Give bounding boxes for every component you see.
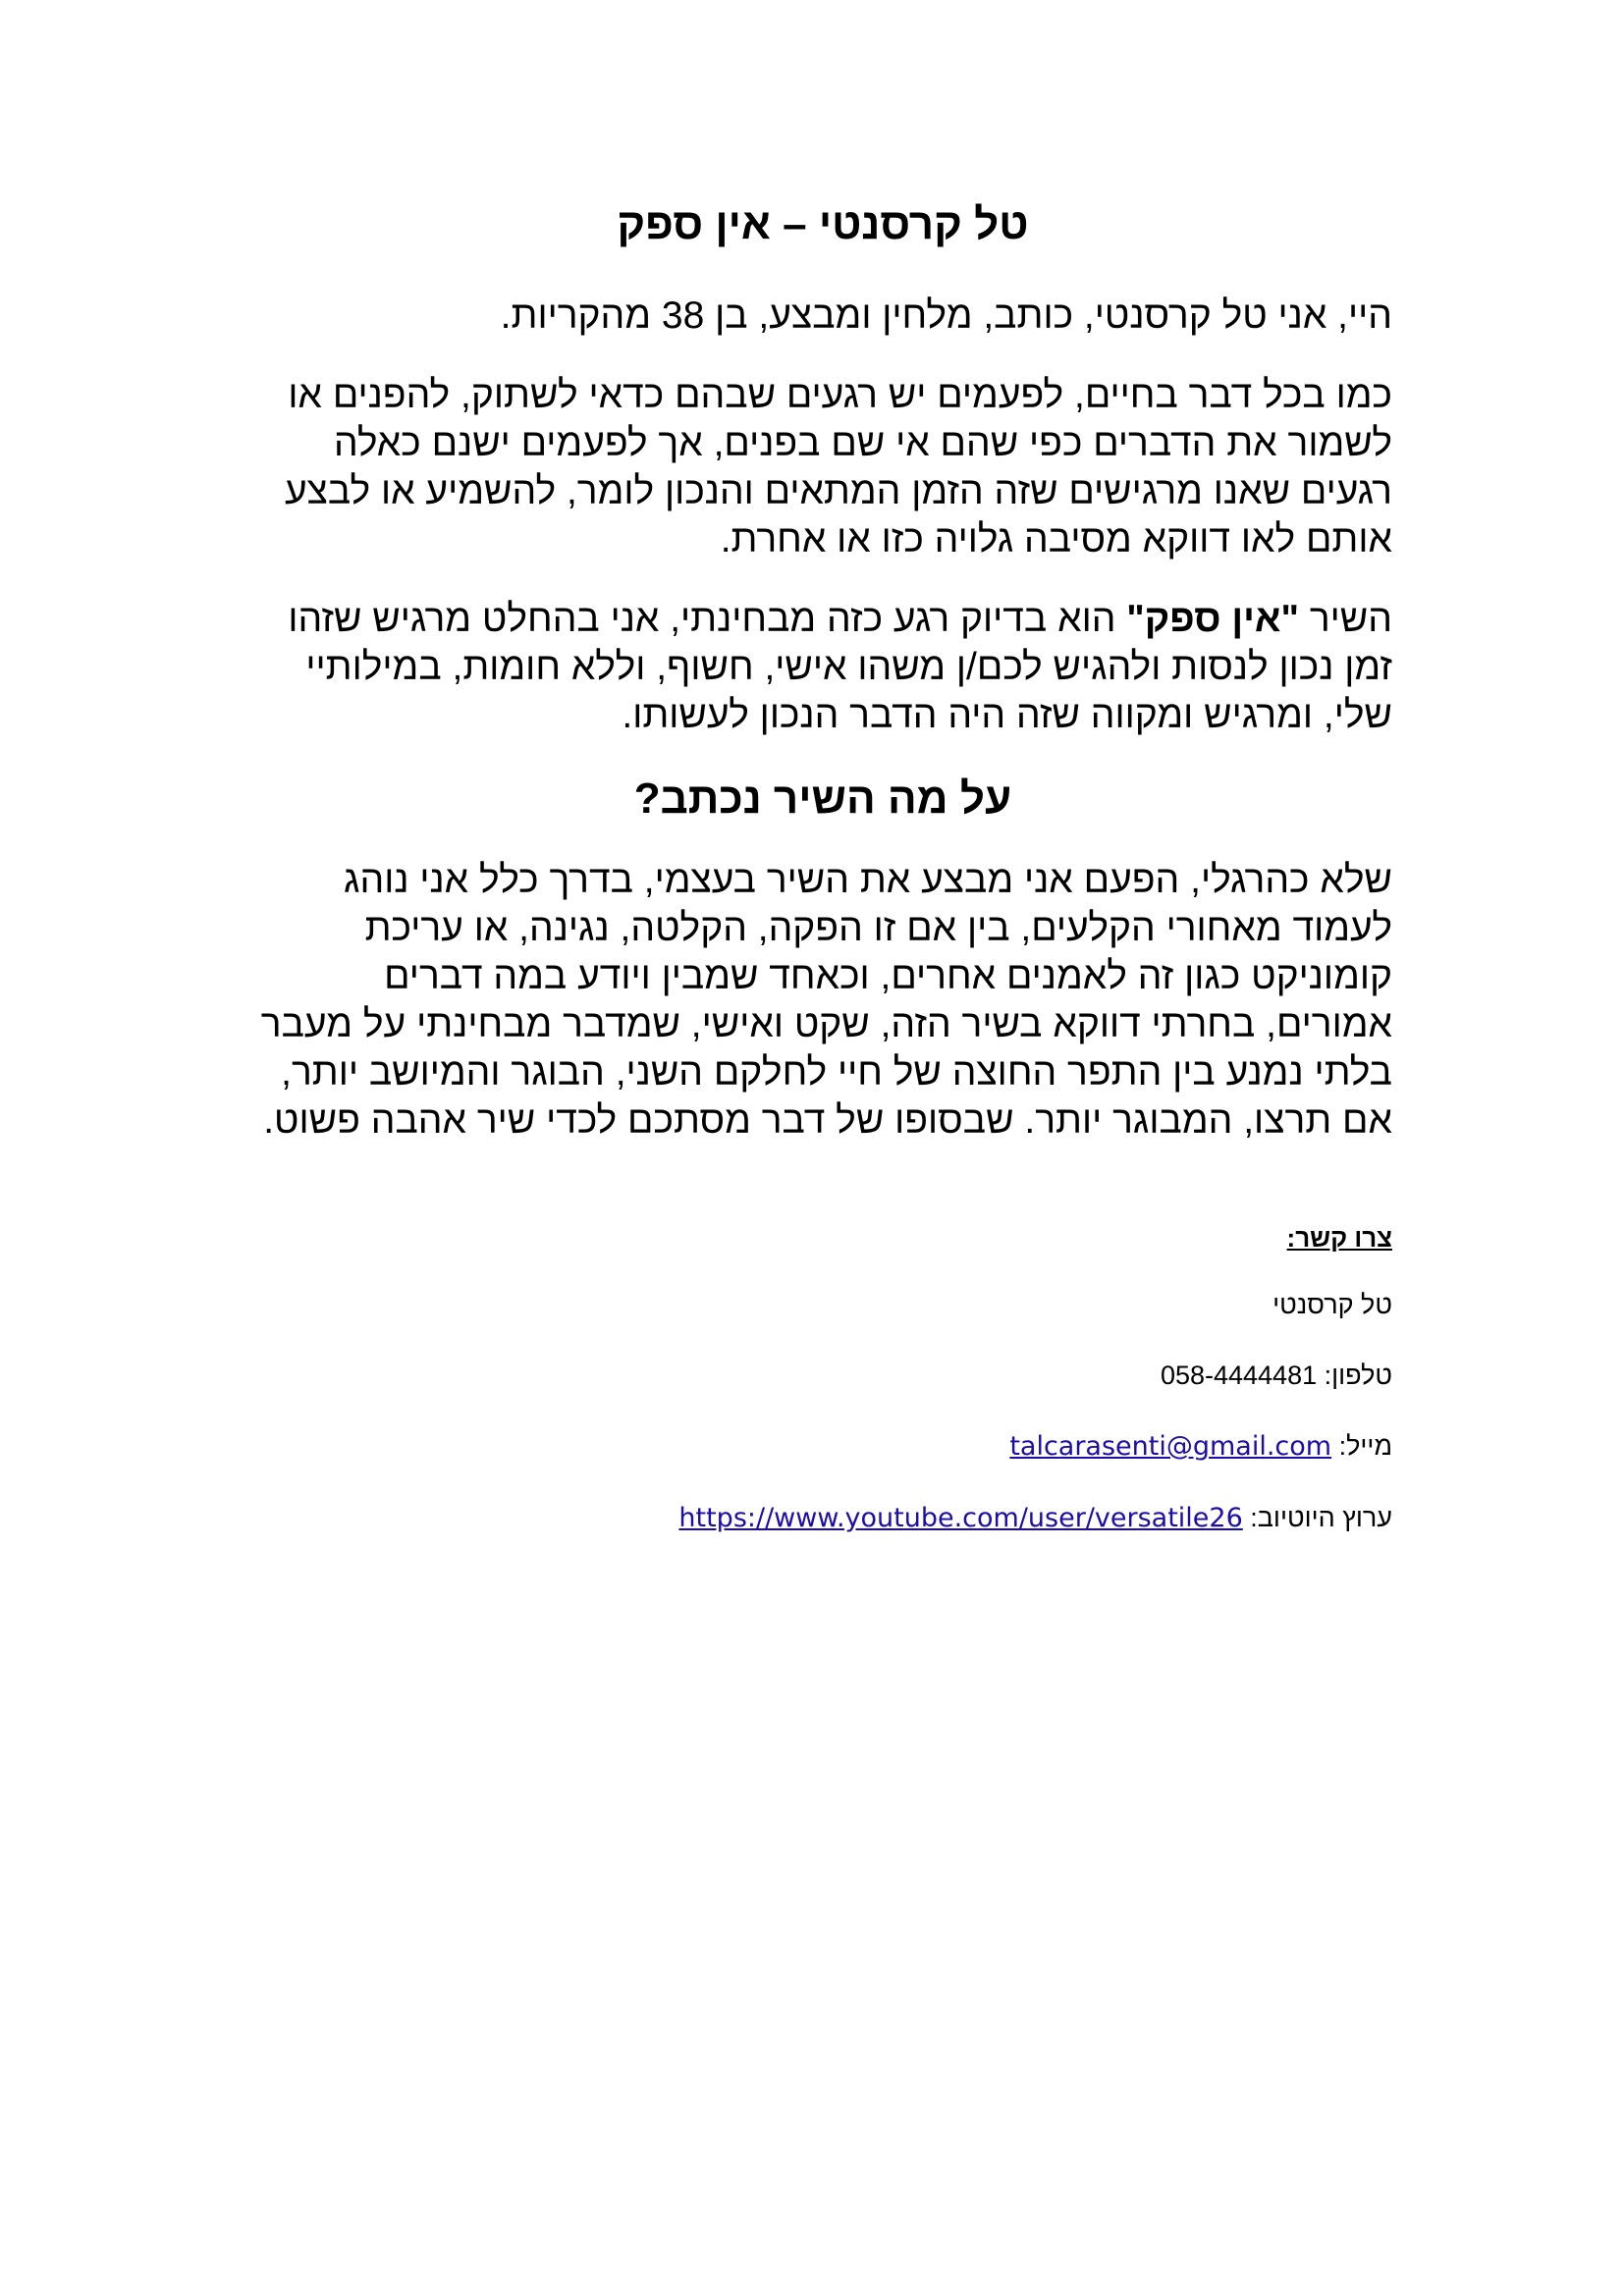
contact-section: [253, 1223, 1392, 1536]
email-label: מייל:: [1331, 1431, 1392, 1462]
intro-paragraph: היי, אני טל קרסנטי, כותב, מלחין ומבצע, בן 38 מהקריות.: [500, 294, 1392, 338]
document-title: טל קרסנטי – אין ספק: [617, 200, 1029, 248]
youtube-label: ערוץ היוטיוב:: [1242, 1503, 1392, 1533]
song-name: "אין ספק": [1126, 598, 1299, 641]
contact-name: טל קרסנטי: [1272, 1290, 1392, 1320]
contact-heading: צרו קשר:: [1286, 1223, 1392, 1254]
email-link[interactable]: talcarasenti@gmail.com: [1009, 1431, 1332, 1463]
paragraph-1: כמו בכל דבר בחיים, לפעמים יש רגעים שבהם כדאי לשתוק, להפנים או לשמור את הדברים כפי שהם אי שם בפנים, אך לפעמים ישנם כאלה רגעים שאנו מרגישים שזה הזמן המתאים והנכון לומר, להשמיע או לבצע אותם לאו דווקא מסיבה גלויה כזו או אחרת.: [284, 374, 1392, 561]
document-content: [253, 196, 1392, 1572]
contact-phone: [253, 1358, 1392, 1393]
paragraph-2: [253, 595, 1392, 739]
paragraph-3: שלא כהרגלי, הפעם אני מבצע את השיר בעצמי, בדרך כלל אני נוהג לעמוד מאחורי הקלעים, בין אם זו הפקה, הקלטה, נגינה, או עריכת קומוניקט כגון זה לאמנים אחרים, וכאחד שמבין ויודע במה דברים אמורים, בחרתי דווקא בשיר הזה, שקט ואישי, שמדבר מבחינתי על מעבר בלתי נמנע בין התפר החוצה של חיי לחלקם השני, הבוגר והמיושב יותר, אם תרצו, המבוגר יותר. שבסופו של דבר מסתכם לכדי שיר אהבה פשוט.: [260, 859, 1392, 1143]
phone-number: 058-4444481: [1160, 1361, 1318, 1391]
contact-email: [253, 1428, 1392, 1465]
contact-youtube: [253, 1500, 1392, 1536]
section-heading: על מה השיר נכתב?: [633, 774, 1012, 824]
paragraph-2-suffix: הוא בדיוק רגע כזה מבחינתי, אני בהחלט מרגיש שזהו זמן נכון לנסות ולהגיש לכם/ן משהו אישי, חשוף, וללא חומות, במילותיי שלי, ומרגיש ומקווה שזה היה הדבר הנכון לעשותו.: [288, 598, 1392, 737]
phone-label: טלפון:: [1317, 1361, 1392, 1391]
paragraph-2-prefix: השיר: [1299, 598, 1392, 641]
youtube-link[interactable]: https://www.youtube.com/user/versatile26: [678, 1503, 1243, 1534]
